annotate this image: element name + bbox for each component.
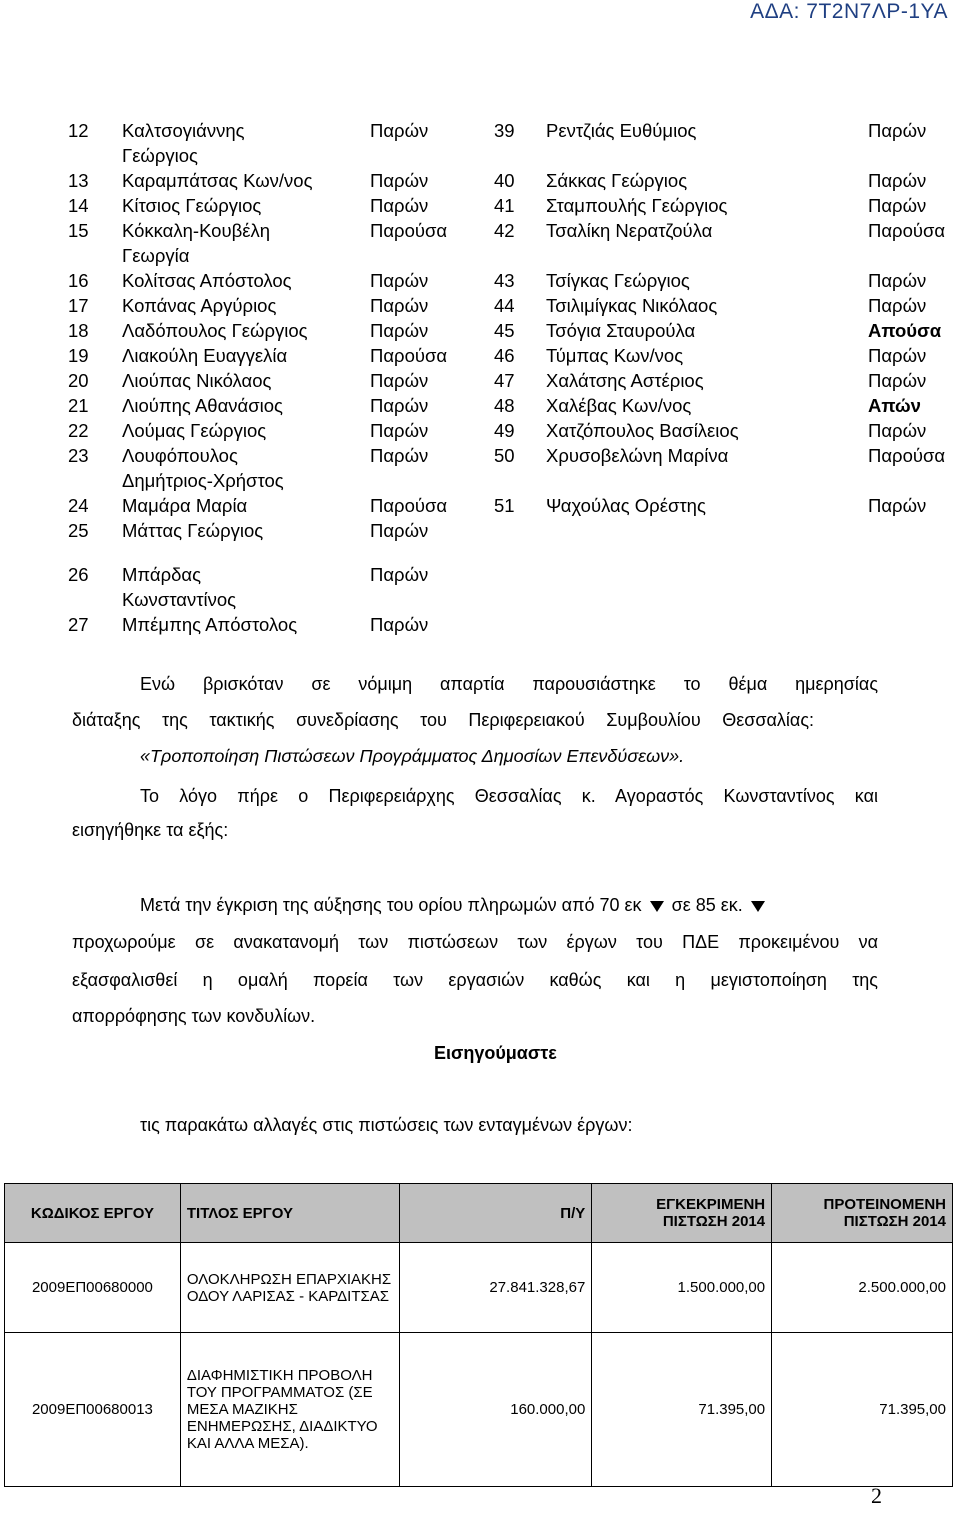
col-approved: ΕΓΚΕΚΡΙΜΕΝΗ ΠΙΣΤΩΣΗ 2014 [592, 1184, 772, 1243]
proposal-line-4: απορρόφησης των κονδυλίων. [72, 1006, 316, 1026]
member-name: Λιούπας Νικόλαος [122, 370, 272, 391]
member-status: Παρών [868, 195, 927, 216]
member-status: Παρών [370, 320, 429, 341]
member-status: Παρούσα [370, 345, 448, 366]
member-status: Παρών [370, 270, 429, 291]
member-status: Παρών [370, 520, 429, 541]
proposal-line-5: τις παρακάτω αλλαγές στις πιστώσεις των ενταγμένων έργων: [140, 1115, 633, 1135]
member-number: 47 [494, 370, 515, 391]
intro-line-4: Το λόγο πήρε ο Περιφερειάρχης Θεσσαλίας κ. Αγοραστός Κωνσταντίνος και [140, 786, 878, 806]
cell-py: 27.841.328,67 [399, 1243, 592, 1333]
member-number: 50 [494, 445, 515, 466]
member-status: Απών [868, 395, 921, 416]
member-number: 16 [68, 270, 89, 291]
cell-approved: 1.500.000,00 [592, 1243, 772, 1333]
member-name: Σάκκας Γεώργιος [546, 170, 688, 191]
member-name: Λούμας Γεώργιος [122, 420, 267, 441]
member-status: Παρών [370, 370, 429, 391]
proposal-line-3: εξασφαλισθεί η ομαλή πορεία των εργασιών καθώς και η μεγιστοποίηση της [72, 970, 878, 990]
member-number: 27 [68, 614, 89, 635]
member-number: 42 [494, 220, 515, 241]
credits-table [4, 1183, 953, 1487]
member-name: Κοπάνας Αργύριος [122, 295, 277, 316]
member-status: Παρών [370, 120, 429, 141]
member-number: 14 [68, 195, 89, 216]
member-name: Μαμάρα Μαρία [122, 495, 248, 516]
cell-code: 2009ΕΠ00680000 [5, 1243, 181, 1333]
cell-title: ΟΛΟΚΛΗΡΩΣΗ ΕΠΑΡΧΙΑΚΗΣ ΟΔΟΥ ΛΑΡΙΣΑΣ - ΚΑΡΔΙΤΣΑΣ [180, 1243, 399, 1333]
member-row [0, 293, 960, 318]
heading-propose: Εισηγούμαστε [434, 1043, 557, 1063]
proposal-line-1 [140, 895, 768, 916]
member-number: 22 [68, 420, 89, 441]
member-name: Χαλέβας Κων/νος [546, 395, 692, 416]
subject-title: «Τροποποίηση Πιστώσεων Προγράμματος Δημοσίων Επενδύσεων». [140, 746, 685, 766]
member-row [0, 562, 960, 610]
member-number: 39 [494, 120, 515, 141]
member-name: Τσίγκας Γεώργιος [546, 270, 690, 291]
col-code: ΚΩΔΙΚΟΣ ΕΡΓΟΥ [5, 1184, 181, 1243]
member-number: 51 [494, 495, 515, 516]
member-name: Χρυσοβελώνη Μαρίνα [546, 445, 729, 466]
member-status: Παρών [370, 564, 429, 585]
member-row [0, 443, 960, 468]
proposal-line-1b: σε 85 εκ. [671, 895, 743, 915]
member-name: Μπάρδας [122, 564, 202, 585]
member-row [0, 368, 960, 393]
col-proposed: ΠΡΟΤΕΙΝΟΜΕΝΗ ΠΙΣΤΩΣΗ 2014 [772, 1184, 953, 1243]
member-status: Απούσα [868, 320, 942, 341]
member-status: Παρών [868, 370, 927, 391]
member-row [0, 193, 960, 218]
member-status: Παρών [370, 170, 429, 191]
member-number: 12 [68, 120, 89, 141]
euro-icon [650, 901, 664, 912]
member-status: Παρούσα [868, 445, 946, 466]
member-name: Χατζόπουλος Βασίλειος [546, 420, 739, 441]
member-name: Σταμπουλής Γεώργιος [546, 195, 728, 216]
member-number: 26 [68, 564, 89, 585]
member-number: 15 [68, 220, 89, 241]
member-name-cont: Κωνσταντίνος [122, 589, 237, 610]
member-number: 44 [494, 295, 515, 316]
member-name-cont: Γεωργία [122, 245, 190, 266]
col-py: Π/Υ [399, 1184, 592, 1243]
member-row [0, 393, 960, 418]
member-status: Παρών [370, 195, 429, 216]
member-row [0, 493, 960, 518]
member-status: Παρών [868, 345, 927, 366]
member-name: Ψαχούλας Ορέστης [546, 495, 706, 516]
cell-proposed: 2.500.000,00 [772, 1243, 953, 1333]
cell-proposed: 71.395,00 [772, 1333, 953, 1487]
member-number: 46 [494, 345, 515, 366]
member-name: Τύμπας Κων/νος [546, 345, 684, 366]
member-name: Κολίτσας Απόστολος [122, 270, 292, 291]
member-status: Παρούσα [370, 495, 448, 516]
member-row [0, 268, 960, 293]
member-status: Παρών [868, 420, 927, 441]
table-row [5, 1243, 953, 1333]
member-number: 48 [494, 395, 515, 416]
proposal-line-2: προχωρούμε σε ανακατανομή των πιστώσεων των έργων του ΠΔΕ προκειμένου να [72, 932, 878, 952]
member-name: Χαλάτσης Αστέριος [546, 370, 704, 391]
member-number: 49 [494, 420, 515, 441]
member-status: Παρών [868, 270, 927, 291]
member-name: Λιούπης Αθανάσιος [122, 395, 283, 416]
member-number: 43 [494, 270, 515, 291]
page-number: 2 [871, 1483, 882, 1508]
ada-code: ΑΔΑ: 7Τ2Ν7ΛΡ-1ΥΑ [750, 0, 948, 23]
euro-icon [751, 901, 765, 912]
intro-line-5: εισηγήθηκε τα εξής: [72, 820, 229, 840]
member-name: Λουφόπουλος [122, 445, 238, 466]
member-status: Παρών [868, 120, 927, 141]
member-status: Παρών [868, 495, 927, 516]
member-number: 41 [494, 195, 515, 216]
cell-py: 160.000,00 [399, 1333, 592, 1487]
member-number: 24 [68, 495, 89, 516]
member-status: Παρών [370, 614, 429, 635]
member-name: Τσαλίκη Νερατζούλα [546, 220, 713, 241]
member-status: Παρούσα [868, 220, 946, 241]
cell-approved: 71.395,00 [592, 1333, 772, 1487]
member-status: Παρών [370, 445, 429, 466]
member-name-cont: Δημήτριος-Χρήστος [122, 470, 284, 491]
member-number: 20 [68, 370, 89, 391]
member-name: Λιακούλη Ευαγγελία [122, 345, 288, 366]
member-number: 25 [68, 520, 89, 541]
intro-line-2: διάταξης της τακτικής συνεδρίασης του Περιφερειακού Συμβουλίου Θεσσαλίας: [72, 710, 814, 730]
member-status: Παρών [370, 395, 429, 416]
member-row [0, 343, 960, 368]
col-title: ΤΙΤΛΟΣ ΕΡΓΟΥ [180, 1184, 399, 1243]
member-status: Παρών [370, 420, 429, 441]
member-number: 13 [68, 170, 89, 191]
member-row [0, 612, 960, 637]
member-name: Μάττας Γεώργιος [122, 520, 264, 541]
member-name: Μπέμπης Απόστολος [122, 614, 298, 635]
member-name-cont: Γεώργιος [122, 145, 198, 166]
member-name: Λαδόπουλος Γεώργιος [122, 320, 308, 341]
member-number: 21 [68, 395, 89, 416]
table-header-row [5, 1184, 953, 1243]
member-status: Παρών [868, 295, 927, 316]
member-number: 17 [68, 295, 89, 316]
member-number: 23 [68, 445, 89, 466]
member-name: Τσόγια Σταυρούλα [546, 320, 696, 341]
member-status: Παρών [370, 295, 429, 316]
member-name: Κόκκαλη-Κουβέλη [122, 220, 271, 241]
member-name: Καραμπάτσας Κων/νος [122, 170, 313, 191]
member-name: Κίτσιος Γεώργιος [122, 195, 262, 216]
member-row [0, 318, 960, 343]
intro-line-1: Ενώ βρισκόταν σε νόμιμη απαρτία παρουσιάστηκε το θέμα ημερησίας [140, 674, 878, 694]
member-row [0, 518, 960, 543]
member-number: 19 [68, 345, 89, 366]
member-number: 18 [68, 320, 89, 341]
member-name: Τσιλιμίγκας Νικόλαος [546, 295, 718, 316]
proposal-line-1a: Μετά την έγκριση της αύξησης του ορίου πληρωμών από 70 εκ [140, 895, 642, 915]
member-name: Καλτσογιάννης [122, 120, 245, 141]
cell-code: 2009ΕΠ00680013 [5, 1333, 181, 1487]
member-status: Παρών [868, 170, 927, 191]
member-number: 40 [494, 170, 515, 191]
member-row [0, 168, 960, 193]
member-status: Παρούσα [370, 220, 448, 241]
member-number: 45 [494, 320, 515, 341]
cell-title: ΔΙΑΦΗΜΙΣΤΙΚΗ ΠΡΟΒΟΛΗ ΤΟΥ ΠΡΟΓΡΑΜΜΑΤΟΣ (ΣΕ ΜΕΣΑ ΜΑΖΙΚΗΣ ΕΝΗΜΕΡΩΣΗΣ, ΔΙΑΔΙΚΤΥΟ ΚΑΙ ΑΛΛΑ ΜΕΣΑ). [180, 1333, 399, 1487]
member-row [0, 118, 960, 143]
table-row [5, 1333, 953, 1487]
member-row [0, 218, 960, 243]
member-row [0, 418, 960, 443]
member-name: Ρεντζιάς Ευθύμιος [546, 120, 697, 141]
